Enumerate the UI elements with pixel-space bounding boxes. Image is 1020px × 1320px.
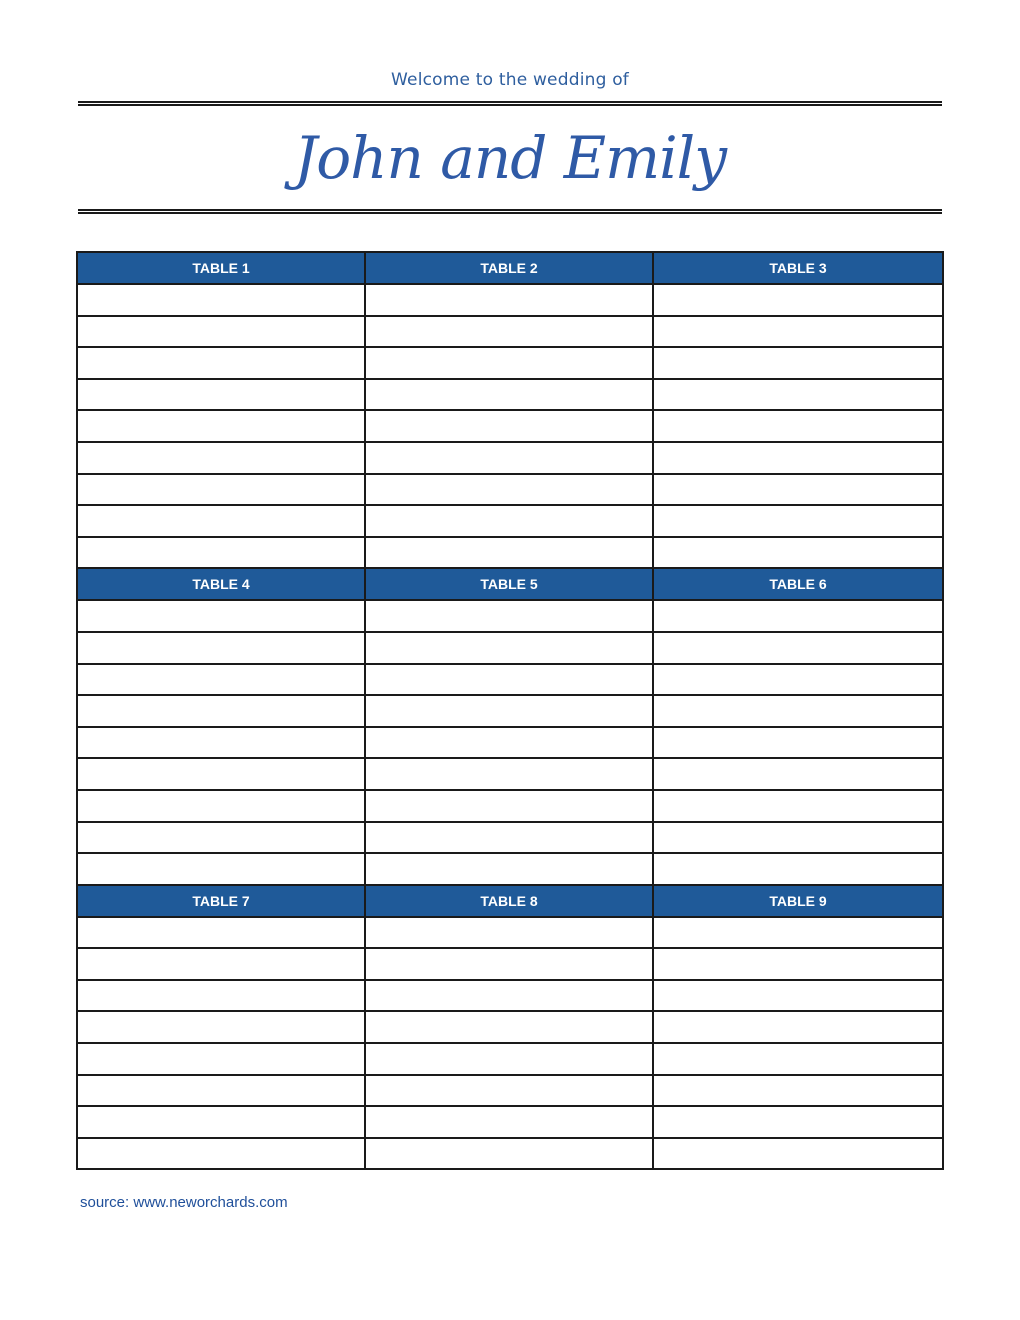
guest-row [77, 632, 943, 664]
guest-name-cell[interactable] [77, 695, 365, 727]
guest-name-cell[interactable] [365, 758, 653, 790]
welcome-subtitle: Welcome to the wedding of [391, 70, 629, 90]
guest-name-cell[interactable] [653, 948, 943, 980]
guest-name-cell[interactable] [653, 695, 943, 727]
guest-name-cell[interactable] [365, 632, 653, 664]
guest-name-cell[interactable] [365, 442, 653, 474]
guest-name-cell[interactable] [653, 442, 943, 474]
table-header-4: TABLE 4 [77, 568, 365, 600]
table-header-row [77, 252, 943, 284]
guest-row [77, 410, 943, 442]
guest-row [77, 1075, 943, 1107]
guest-row [77, 1011, 943, 1043]
source-note: source: www.neworchards.com [80, 1194, 288, 1211]
guest-name-cell[interactable] [365, 980, 653, 1012]
guest-row [77, 600, 943, 632]
top-divider [78, 101, 942, 106]
guest-name-cell[interactable] [77, 537, 365, 569]
guest-row [77, 1043, 943, 1075]
guest-name-cell[interactable] [365, 316, 653, 348]
guest-name-cell[interactable] [365, 917, 653, 949]
guest-name-cell[interactable] [77, 284, 365, 316]
guest-row [77, 948, 943, 980]
guest-name-cell[interactable] [365, 1075, 653, 1107]
guest-row [77, 316, 943, 348]
guest-name-cell[interactable] [653, 347, 943, 379]
guest-row [77, 980, 943, 1012]
guest-name-cell[interactable] [653, 727, 943, 759]
guest-row [77, 790, 943, 822]
guest-name-cell[interactable] [653, 410, 943, 442]
guest-name-cell[interactable] [653, 758, 943, 790]
guest-name-cell[interactable] [365, 1106, 653, 1138]
table-header-2: TABLE 2 [365, 252, 653, 284]
guest-name-cell[interactable] [77, 632, 365, 664]
guest-name-cell[interactable] [77, 1075, 365, 1107]
guest-name-cell[interactable] [365, 474, 653, 506]
guest-row [77, 379, 943, 411]
table-header-1: TABLE 1 [77, 252, 365, 284]
couple-names-title: John and Emily [293, 124, 727, 192]
table-header-9: TABLE 9 [653, 885, 943, 917]
table-header-row [77, 885, 943, 917]
guest-name-cell[interactable] [653, 1011, 943, 1043]
guest-name-cell[interactable] [365, 379, 653, 411]
guest-name-cell[interactable] [653, 1138, 943, 1170]
guest-row [77, 1138, 943, 1170]
guest-name-cell[interactable] [653, 284, 943, 316]
guest-name-cell[interactable] [365, 664, 653, 696]
guest-name-cell[interactable] [653, 853, 943, 885]
guest-name-cell[interactable] [653, 316, 943, 348]
guest-row [77, 758, 943, 790]
guest-name-cell[interactable] [77, 505, 365, 537]
guest-name-cell[interactable] [653, 505, 943, 537]
guest-name-cell[interactable] [365, 695, 653, 727]
table-header-8: TABLE 8 [365, 885, 653, 917]
guest-row [77, 442, 943, 474]
guest-row [77, 695, 943, 727]
guest-row [77, 664, 943, 696]
guest-name-cell[interactable] [365, 537, 653, 569]
guest-name-cell[interactable] [365, 727, 653, 759]
guest-name-cell[interactable] [77, 758, 365, 790]
guest-name-cell[interactable] [77, 917, 365, 949]
guest-name-cell[interactable] [653, 537, 943, 569]
guest-name-cell[interactable] [653, 474, 943, 506]
guest-name-cell[interactable] [77, 1138, 365, 1170]
table-header-6: TABLE 6 [653, 568, 943, 600]
guest-name-cell[interactable] [653, 980, 943, 1012]
guest-name-cell[interactable] [77, 822, 365, 854]
guest-row [77, 1106, 943, 1138]
guest-row [77, 347, 943, 379]
guest-name-cell[interactable] [653, 632, 943, 664]
table-header-5: TABLE 5 [365, 568, 653, 600]
guest-name-cell[interactable] [77, 1106, 365, 1138]
guest-name-cell[interactable] [365, 1043, 653, 1075]
guest-row [77, 853, 943, 885]
guest-name-cell[interactable] [77, 790, 365, 822]
seating-chart-table [76, 251, 944, 1170]
guest-name-cell[interactable] [653, 917, 943, 949]
guest-name-cell[interactable] [653, 664, 943, 696]
guest-name-cell[interactable] [77, 1043, 365, 1075]
guest-name-cell[interactable] [365, 1138, 653, 1170]
guest-row [77, 284, 943, 316]
guest-name-cell[interactable] [365, 410, 653, 442]
guest-name-cell[interactable] [365, 790, 653, 822]
guest-name-cell[interactable] [77, 853, 365, 885]
guest-row [77, 727, 943, 759]
guest-name-cell[interactable] [365, 505, 653, 537]
guest-name-cell[interactable] [653, 1106, 943, 1138]
guest-name-cell[interactable] [77, 410, 365, 442]
guest-name-cell[interactable] [77, 948, 365, 980]
guest-name-cell[interactable] [77, 980, 365, 1012]
guest-name-cell[interactable] [653, 600, 943, 632]
guest-name-cell[interactable] [77, 474, 365, 506]
bottom-divider [78, 209, 942, 214]
guest-name-cell[interactable] [77, 664, 365, 696]
guest-name-cell[interactable] [77, 727, 365, 759]
guest-name-cell[interactable] [77, 600, 365, 632]
guest-name-cell[interactable] [365, 284, 653, 316]
table-header-3: TABLE 3 [653, 252, 943, 284]
guest-name-cell[interactable] [653, 1075, 943, 1107]
guest-row [77, 474, 943, 506]
table-header-row [77, 568, 943, 600]
guest-name-cell[interactable] [653, 379, 943, 411]
table-header-7: TABLE 7 [77, 885, 365, 917]
guest-name-cell[interactable] [653, 1043, 943, 1075]
guest-name-cell[interactable] [77, 1011, 365, 1043]
guest-name-cell[interactable] [77, 316, 365, 348]
guest-row [77, 537, 943, 569]
guest-name-cell[interactable] [653, 822, 943, 854]
guest-name-cell[interactable] [365, 948, 653, 980]
guest-name-cell[interactable] [77, 442, 365, 474]
guest-name-cell[interactable] [365, 1011, 653, 1043]
guest-row [77, 917, 943, 949]
guest-name-cell[interactable] [77, 379, 365, 411]
guest-row [77, 505, 943, 537]
guest-name-cell[interactable] [653, 790, 943, 822]
guest-name-cell[interactable] [365, 347, 653, 379]
guest-name-cell[interactable] [365, 600, 653, 632]
guest-name-cell[interactable] [365, 853, 653, 885]
guest-name-cell[interactable] [77, 347, 365, 379]
guest-row [77, 822, 943, 854]
guest-name-cell[interactable] [365, 822, 653, 854]
